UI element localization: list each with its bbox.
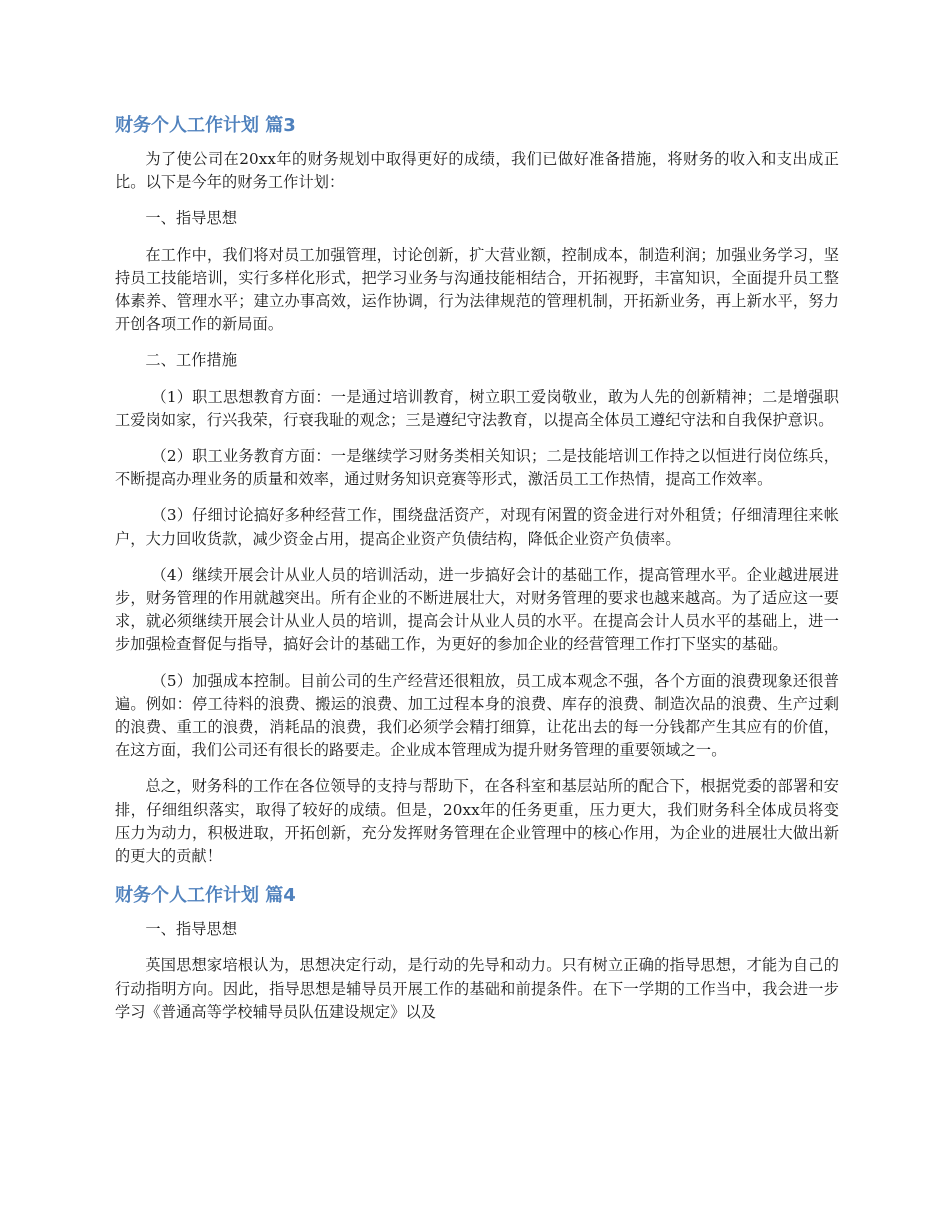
section-heading-4: 财务个人工作计划 篇4 — [115, 885, 296, 907]
document-page — [115, 112, 839, 1024]
measure-item-2: （2）职工业务教育方面：一是继续学习财务类相关知识；二是技能培训工作持之以恒进行岗位练兵，不断提高办理业务的质量和效率，通过财务知识竞赛等形式，激活员工工作热情，提高工作效率。 — [115, 447, 839, 489]
measure-item-4: （4）继续开展会计从业人员的培训活动，进一步搞好会计的基础工作，提高管理水平。企业越进展进步，财务管理的作用就越突出。所有企业的不断进展壮大，对财务管理的要求也越来越高。为了适应这一要求，就必须继续开展会计从业人员的培训，提高会计从业人员的水平。在提高会计人员水平的基础上，进一步加强检查督促与指导，搞好会计的基础工作，为更好的参加企业的经营管理工作打下坚实的基础。 — [115, 565, 839, 654]
subheading-guiding-thought: 一、指导思想 — [145, 209, 238, 228]
guiding-thought-paragraph: 在工作中，我们将对员工加强管理，讨论创新，扩大营业额，控制成本，制造利润；加强业务学习，坚持员工技能培训，实行多样化形式，把学习业务与沟通技能相结合，开拓视野，丰富知识，全面提升员工整体素养、管理水平；建立办事高效，运作协调，行为法律规范的管理机制，开拓新业务，再上新水平，努力开创各项工作的新局面。 — [115, 245, 839, 334]
measure-item-1: （1）职工思想教育方面：一是通过培训教育，树立职工爱岗敬业，敢为人先的创新精神；二是增强职工爱岗如家，行兴我荣，行衰我耻的观念；三是遵纪守法教育，以提高全体员工遵纪守法和自我保护意识。 — [115, 387, 839, 429]
measure-item-5: （5）加强成本控制。目前公司的生产经营还很粗放，员工成本观念不强，各个方面的浪费现象还很普遍。例如：停工待料的浪费、搬运的浪费、加工过程本身的浪费、库存的浪费、制造次品的浪费、生产过剩的浪费、重工的浪费，消耗品的浪费，我们必须学会精打细算，让花出去的每一分钱都产生其应有的价值，在这方面，我们公司还有很长的路要走。企业成本管理成为提升财务管理的重要领域之一。 — [115, 671, 839, 760]
measure-item-3: （3）仔细讨论搞好多种经营工作，围绕盘活资产，对现有闲置的资金进行对外租赁；仔细清理往来帐户，大力回收货款，减少资金占用，提高企业资产负债结构，降低企业资产负债率。 — [115, 506, 839, 548]
bacon-paragraph: 英国思想家培根认为，思想决定行动，是行动的先导和动力。只有树立正确的指导思想，才能为自己的行动指明方向。因此，指导思想是辅导员开展工作的基础和前提条件。在下一学期的工作当中，我会进一步学习《普通高等学校辅导员队伍建设规定》以及 — [115, 956, 839, 1021]
summary-paragraph: 总之，财务科的工作在各位领导的支持与帮助下，在各科室和基层站所的配合下，根据党委的部署和安排，仔细组织落实，取得了较好的成绩。但是，20xx年的任务更重，压力更大，我们财务科全体成员将变压力为动力，积极进取，开拓创新，充分发挥财务管理在企业管理中的核心作用，为企业的进展壮大做出新的更大的贡献！ — [115, 777, 839, 866]
subheading-work-measures: 二、工作措施 — [145, 351, 238, 370]
subheading-guiding-thought-4: 一、指导思想 — [145, 920, 238, 939]
intro-paragraph: 为了使公司在20xx年的财务规划中取得更好的成绩，我们已做好准备措施，将财务的收入和支出成正比。以下是今年的财务工作计划： — [115, 150, 839, 192]
section-heading-3: 财务个人工作计划 篇3 — [115, 115, 296, 136]
